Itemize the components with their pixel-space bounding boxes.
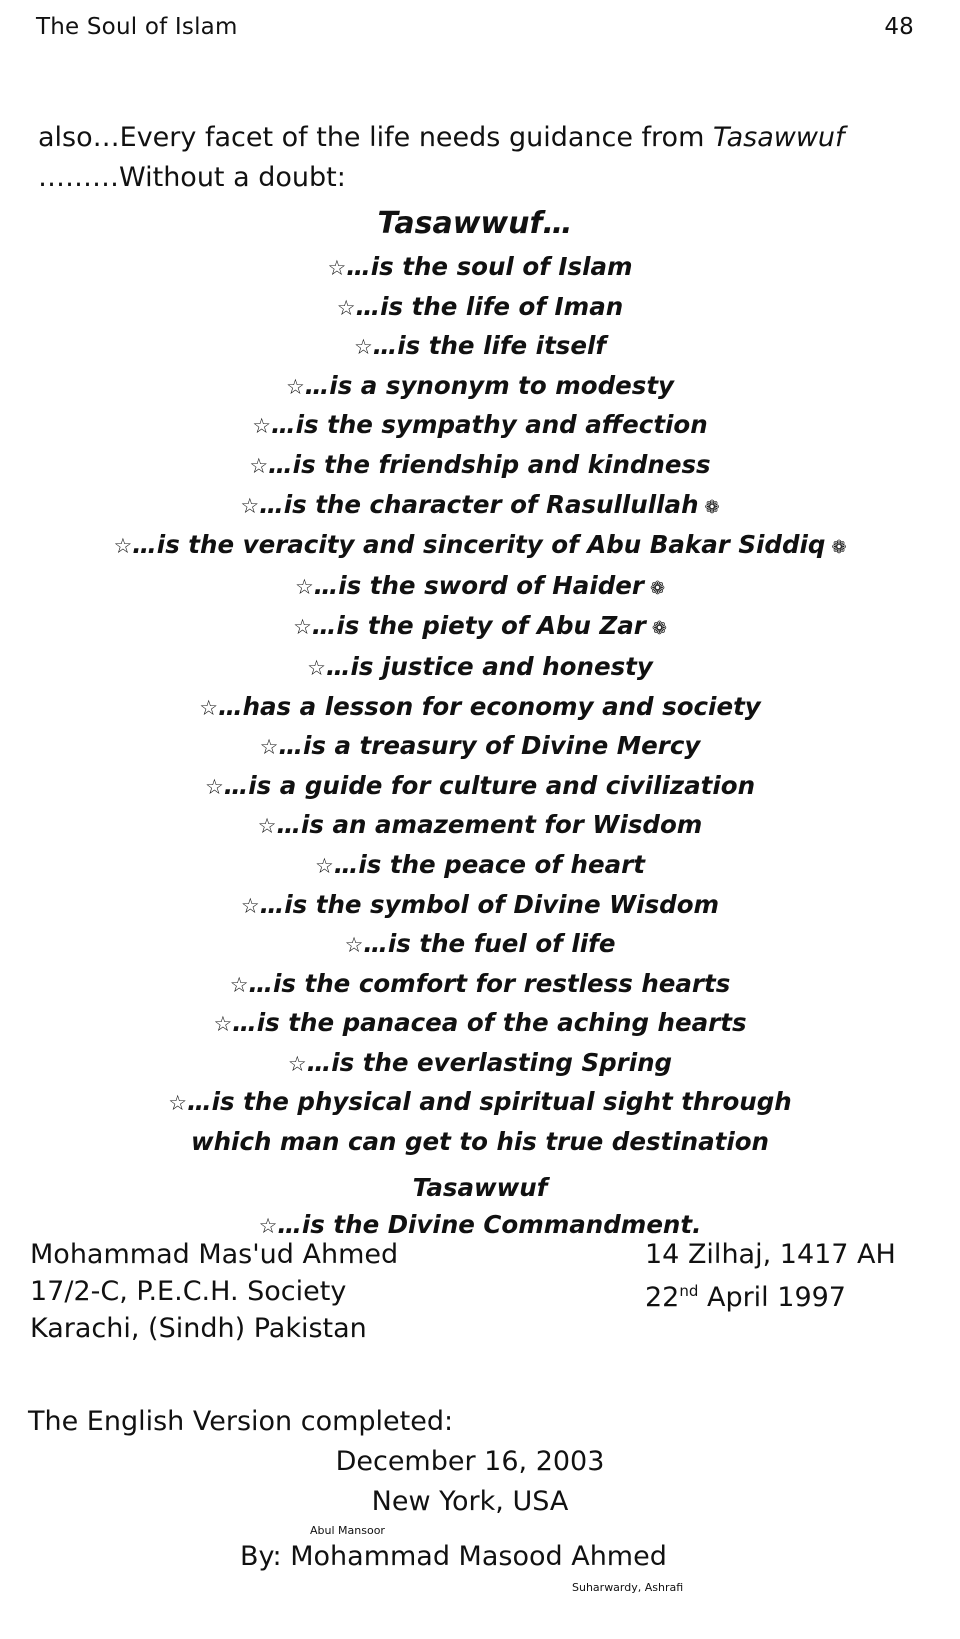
star-icon: ☆ [229,972,249,997]
star-icon: ☆ [199,695,219,720]
poem-line: ☆…is the sympathy and affection [252,410,708,440]
poem-line-continuation: which man can get to his true destination [190,1127,770,1157]
star-icon: ☆ [204,774,224,799]
honorific-icon: ❁ [831,537,847,559]
star-icon: ☆ [249,453,269,478]
hijri-date: 14 Zilhaj, 1417 AH [645,1239,896,1270]
poem-line: ☆…is the piety of Abu Zar ❁ [293,611,667,641]
star-icon: ☆ [293,615,312,640]
star-icon: ☆ [336,295,356,320]
poem-line: ☆…is the panacea of the aching hearts [213,1008,747,1038]
poem-line: ☆…is justice and honesty [307,651,653,681]
intro-text-2: ………Without a doubt: [38,162,346,193]
honorific-icon: ❁ [704,496,720,518]
poem-line: ☆…is a synonym to modesty [285,370,675,400]
star-icon: ☆ [259,735,279,760]
poem-line: ☆…is the physical and spiritual sight through [168,1087,792,1117]
star-icon: ☆ [315,853,334,878]
poem-line: ☆…is the life of Iman [336,291,624,321]
star-icon: ☆ [240,893,260,918]
poem-subtitle: Tasawwuf [412,1172,548,1202]
book-title: The Soul of Islam [36,14,238,40]
author-address: 17/2-C, P.E.C.H. Society [30,1276,347,1307]
star-icon: ☆ [353,335,373,360]
poem-line: ☆…is the veracity and sincerity of Abu Bakar Siddiq ❁ [113,530,847,560]
poem-line: ☆…is a treasury of Divine Mercy [259,731,701,761]
star-icon: ☆ [307,655,326,680]
honorific-icon: ❁ [651,618,667,640]
star-icon: ☆ [287,1051,307,1076]
intro-text-1: also…Every facet of the life needs guidance from [38,122,713,153]
author-block [30,1236,398,1347]
poem-line: ☆…is the everlasting Spring [287,1047,673,1077]
gregorian-date: 22nd April 1997 [645,1282,846,1313]
author-city: Karachi, (Sindh) Pakistan [30,1313,367,1344]
intro-paragraph [38,118,918,198]
poem-line: ☆…is the symbol of Divine Wisdom [240,889,720,919]
poem-line: ☆…is the peace of heart [315,849,645,879]
poem-line: ☆…is the fuel of life [344,929,616,959]
page-number: 48 [884,14,914,40]
star-icon: ☆ [213,1012,233,1037]
star-icon: ☆ [258,1213,278,1238]
poem-line: ☆…has a lesson for economy and society [199,691,761,721]
poem-closing-line: ☆…is the Divine Commandment. [258,1209,702,1239]
star-icon: ☆ [285,374,305,399]
intro-emphasis: Tasawwuf [712,122,845,153]
star-icon: ☆ [327,256,347,280]
translator-line: By: Mohammad Masood Ahmed [240,1541,667,1572]
poem-line: ☆…is an amazement for Wisdom [257,810,703,840]
star-icon: ☆ [344,933,364,958]
completion-date: December 16, 2003 [335,1446,605,1477]
poem-line: ☆…is the comfort for restless hearts [229,968,731,998]
honorific-icon: ❁ [649,577,666,599]
poem-title: Tasawwuf… [377,206,573,241]
star-icon: ☆ [240,493,260,518]
translator-note-below: Suharwardy, Ashrafi [572,1581,684,1594]
poem-line: ☆…is the soul of Islam [327,252,633,281]
translator-note-above: Abul Mansoor [310,1524,385,1537]
star-icon: ☆ [168,1091,188,1116]
running-head [36,14,914,40]
poem-line: ☆…is a guide for culture and civilization [204,770,756,800]
author-name: Mohammad Mas'ud Ahmed [30,1239,399,1270]
star-icon: ☆ [113,534,133,559]
poem-line: ☆…is the life itself [353,331,607,361]
english-version-label: The English Version completed: [28,1406,454,1437]
poem-line: ☆…is the sword of Haider ❁ [294,570,666,600]
poem-line: ☆…is the character of Rasullullah ❁ [240,489,720,519]
star-icon: ☆ [257,814,277,839]
star-icon: ☆ [294,574,314,599]
poem [0,200,960,1245]
date-block [645,1236,896,1316]
completion-place: New York, USA [371,1486,569,1517]
poem-line: ☆…is the friendship and kindness [249,449,711,479]
star-icon: ☆ [252,414,272,439]
